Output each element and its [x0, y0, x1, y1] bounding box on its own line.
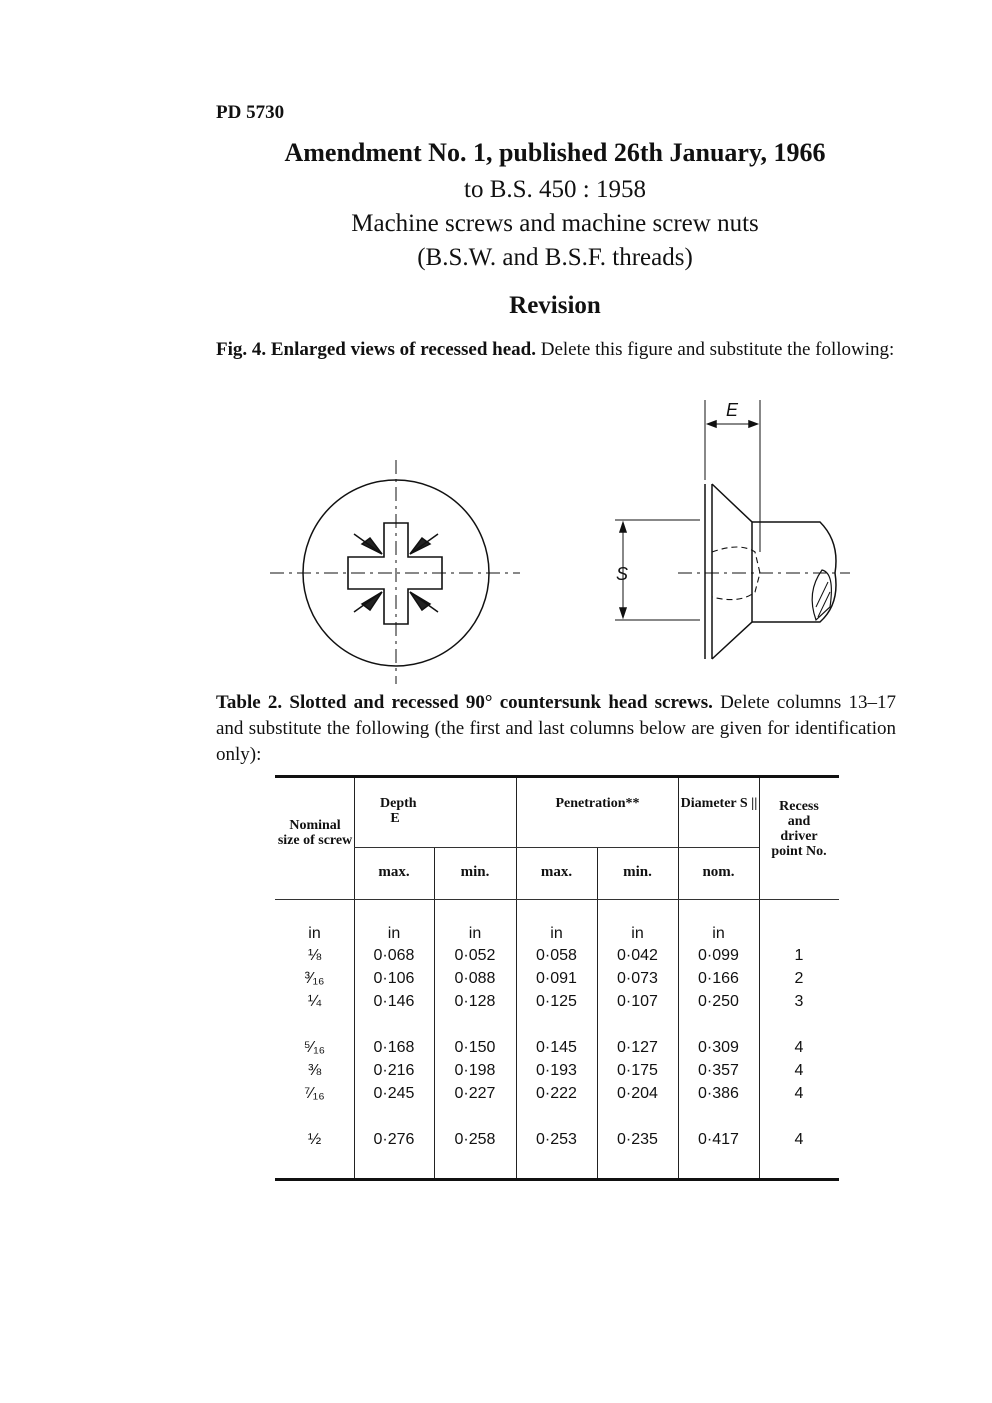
cell-size: ³⁄₁₆ — [304, 970, 325, 987]
col-divider — [597, 848, 598, 1178]
amendment-title: Amendment No. 1, published 26th January, 1966 — [284, 138, 826, 167]
cell-pen-max: 0·253 — [536, 1131, 577, 1148]
table-note-text: Delete columns 13–17 and substitute the following (the first and last columns below are given for identification only): — [216, 692, 896, 765]
cell-pen-min: 0·235 — [617, 1131, 658, 1148]
unit-depth-min: in — [468, 925, 482, 942]
cell-pen-min: 0·073 — [617, 970, 658, 987]
cell-pen-min: 0·204 — [617, 1085, 658, 1102]
header-nominal: Nominal size of screw — [277, 818, 353, 848]
subject-line-1: Machine screws and machine screw nuts — [351, 210, 759, 237]
document-code: PD 5730 — [216, 102, 285, 123]
cell-pen-max: 0·125 — [536, 993, 577, 1010]
cell-recess: 4 — [794, 1085, 804, 1102]
section-heading: Revision — [509, 292, 601, 319]
cell-size: ⅛ — [307, 947, 322, 964]
cell-recess: 4 — [794, 1062, 804, 1079]
cell-recess: 3 — [794, 993, 804, 1010]
figure-note-text: Delete this figure and substitute the following: — [540, 339, 895, 360]
cell-recess: 2 — [794, 970, 804, 987]
figure-note — [216, 337, 896, 363]
cell-pen-max: 0·145 — [536, 1039, 577, 1056]
unit-nominal: in — [308, 925, 321, 942]
cell-depth-min: 0·198 — [454, 1062, 496, 1079]
header-diameter: Diameter S || — [680, 796, 758, 811]
header-divider — [354, 847, 759, 848]
subheader-depth-max: max. — [378, 864, 410, 880]
table-note — [216, 690, 896, 768]
cell-diameter: 0·386 — [698, 1085, 739, 1102]
cell-depth-max: 0·146 — [373, 993, 415, 1010]
label-s: S — [616, 564, 629, 584]
cell-depth-max: 0·068 — [373, 947, 415, 964]
cell-pen-min: 0·175 — [617, 1062, 658, 1079]
cell-pen-min: 0·042 — [617, 947, 658, 964]
cell-diameter: 0·099 — [698, 947, 739, 964]
standard-reference: to B.S. 450 : 1958 — [464, 176, 646, 203]
table-note-bold: Table 2. Slotted and recessed 90° countersunk head screws. — [216, 692, 713, 713]
header-bottom-rule — [275, 899, 839, 900]
head-top-view — [270, 460, 520, 684]
cell-depth-min: 0·227 — [454, 1085, 496, 1102]
cell-depth-max: 0·106 — [373, 970, 415, 987]
header-recess: Recess and driver point No. — [771, 799, 827, 859]
subheader-pen-max: max. — [540, 864, 573, 880]
cell-size: ½ — [307, 1131, 322, 1148]
col-divider — [434, 848, 435, 1178]
unit-diameter: in — [712, 925, 725, 942]
cell-size: ⁷⁄₁₆ — [304, 1085, 325, 1102]
subject-line-2: (B.S.W. and B.S.F. threads) — [417, 244, 693, 271]
cell-depth-min: 0·258 — [454, 1131, 496, 1148]
recessed-head-figure — [250, 392, 870, 692]
cell-diameter: 0·309 — [698, 1039, 739, 1056]
unit-pen-max: in — [550, 925, 563, 942]
cell-depth-min: 0·088 — [454, 970, 496, 987]
cell-depth-min: 0·052 — [454, 947, 496, 964]
cell-depth-max: 0·245 — [373, 1085, 415, 1102]
subheader-pen-min: min. — [623, 864, 652, 880]
cell-diameter: 0·417 — [698, 1131, 739, 1148]
cell-diameter: 0·250 — [698, 993, 739, 1010]
cell-pen-max: 0·222 — [536, 1085, 577, 1102]
cell-depth-max: 0·216 — [373, 1062, 415, 1079]
cell-diameter: 0·166 — [698, 970, 739, 987]
cell-size: ¼ — [307, 993, 322, 1010]
cell-depth-max: 0·276 — [373, 1131, 415, 1148]
cell-depth-min: 0·128 — [454, 993, 496, 1010]
cell-pen-max: 0·193 — [536, 1062, 577, 1079]
cell-pen-max: 0·091 — [536, 970, 577, 987]
cell-pen-max: 0·058 — [536, 947, 577, 964]
cell-pen-min: 0·107 — [617, 993, 658, 1010]
unit-depth-max: in — [387, 925, 401, 942]
cell-depth-min: 0·150 — [454, 1039, 496, 1056]
figure-note-bold: Fig. 4. Enlarged views of recessed head. — [216, 339, 536, 360]
unit-pen-min: in — [631, 925, 644, 942]
label-e: E — [726, 400, 739, 420]
cell-depth-max: 0·168 — [373, 1039, 415, 1056]
cell-recess: 4 — [794, 1131, 804, 1148]
cell-recess: 1 — [794, 947, 804, 964]
cell-diameter: 0·357 — [698, 1062, 739, 1079]
header-penetration: Penetration** — [555, 796, 640, 811]
header-depth: Depth E — [380, 796, 417, 826]
table-top-rule — [275, 775, 839, 778]
cell-size: ⅜ — [307, 1062, 322, 1079]
table-bottom-rule — [275, 1178, 839, 1181]
cell-recess: 4 — [794, 1039, 804, 1056]
subheader-diameter-nom: nom. — [702, 864, 735, 880]
head-side-view — [615, 400, 850, 659]
cell-size: ⁵⁄₁₆ — [303, 1039, 326, 1056]
cell-pen-min: 0·127 — [617, 1039, 658, 1056]
subheader-depth-min: min. — [460, 864, 490, 880]
